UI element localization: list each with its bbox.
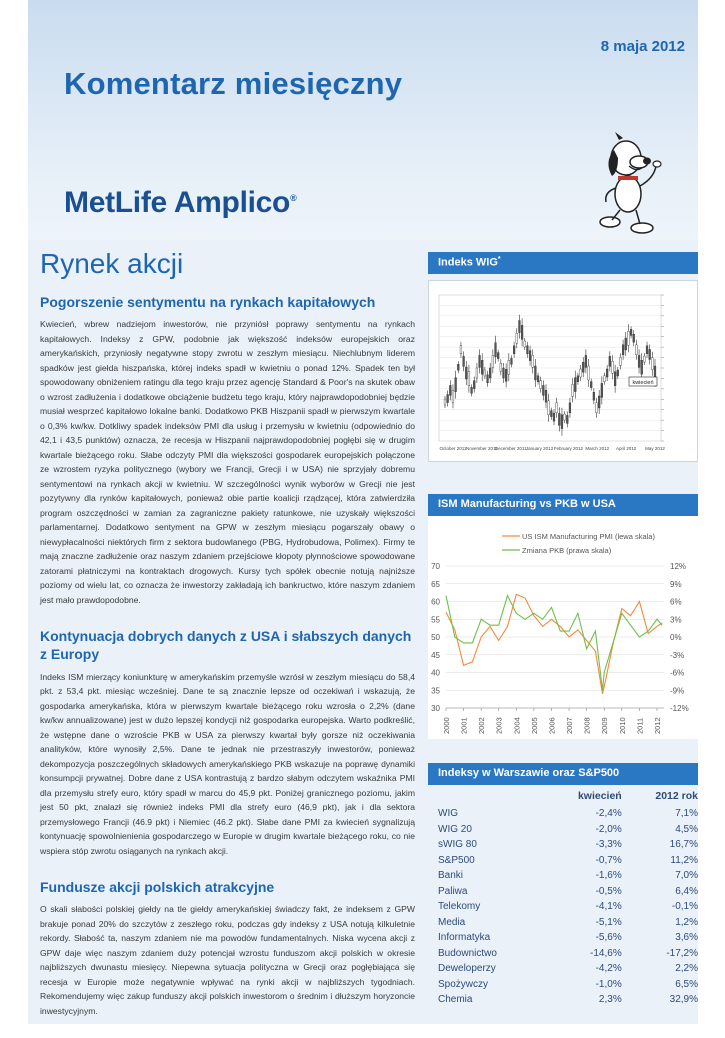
wig-candle [566,415,568,423]
wig-month-label: October 2011 [439,446,467,451]
april-return-cell: -1,0% [595,978,622,990]
index-name-cell: Informatyka [438,932,491,944]
x-tick-label: 2001 [459,717,469,734]
wig-candle [649,349,651,359]
wig-month-label: December 2011 [494,446,527,451]
wig-candle [569,403,571,413]
wig-candle [500,363,502,371]
wig-candle [553,413,555,421]
wig-candle [580,369,582,377]
wig-candle [609,356,611,366]
wig-candle [643,356,645,362]
wig-candle [532,355,534,367]
wig-candle [585,355,587,367]
wig-candle [492,355,494,367]
table-row [438,884,698,900]
ism-chart-svg [416,516,696,734]
left-tick-label: 55 [431,615,440,625]
table-row [438,961,698,977]
ytd-return-cell: 7,0% [675,870,698,882]
wig-candle [481,360,483,374]
section-title: Rynek akcji [40,248,184,279]
wig-panel-title-text: Indeks WIG [438,256,498,269]
wig-chart-svg [429,281,689,461]
index-name-cell: Paliwa [438,885,468,897]
sidebar-column [428,252,698,1008]
wig-candle [596,403,598,413]
right-tick-label: -9% [670,686,685,696]
table-header: 2012 rok [655,790,698,802]
ytd-return-cell: 1,2% [675,916,698,928]
wig-candle [521,325,523,339]
ytd-return-cell: 6,5% [675,978,698,990]
wig-candle [646,346,648,354]
right-tick-label: -12% [670,704,689,713]
wig-candle [537,376,539,382]
wig-candle [606,369,608,377]
wig-candle [593,392,595,400]
left-tick-label: 65 [431,579,440,589]
wig-candle [465,367,467,379]
x-tick-label: 2005 [529,717,539,734]
wig-callout-label: kwiecień [632,380,654,386]
legend-entry: US ISM Manufacturing PMI (lewa skala) [522,532,655,541]
index-name-cell: Media [438,916,466,928]
index-table-title: Indeksy w Warszawie oraz S&P500 [428,763,698,785]
wig-candle [527,346,529,354]
index-name-cell: Spożywczy [438,978,489,990]
wig-candle [638,355,640,367]
april-return-cell: -4,1% [595,901,622,913]
wig-candle [471,387,473,393]
wig-candle [524,341,526,347]
wig-candle [556,403,558,413]
article-heading: Pogorszenie sentymentu na rynkach kapitałowych [40,294,376,310]
ism-panel-title: ISM Manufacturing vs PKB w USA [428,494,698,516]
wig-candle [564,414,566,420]
right-tick-label: 0% [670,633,682,642]
april-return-cell: 2,3% [598,994,622,1006]
wig-candle [479,355,481,367]
wig-candle [622,345,624,355]
wig-candle [542,385,544,395]
wig-candle [577,376,579,382]
ytd-return-cell: 32,9% [669,994,698,1006]
wig-candle [620,357,622,365]
wig-candle [598,396,600,408]
ytd-return-cell: -0,1% [671,901,698,913]
wig-candle [574,378,576,392]
wig-candle [508,360,510,374]
index-table-body [438,806,698,1008]
article-heading: Fundusze akcji polskich atrakcyjne [40,879,275,896]
wig-candle [516,333,518,343]
wig-candle [529,351,531,361]
table-row [438,977,698,993]
x-tick-label: 2000 [442,717,451,734]
article-heading: Kontynuacja dobrych danych z USA i słabszych danych z Europy [40,628,412,663]
left-tick-label: 30 [431,704,440,713]
x-tick-label: 2003 [494,717,504,734]
legend-entry: Zmiana PKB (prawa skala) [522,546,612,555]
index-name-cell: S&P500 [438,854,475,866]
x-tick-label: 2011 [635,717,645,734]
x-tick-label: 2004 [512,717,522,734]
ytd-return-cell: 7,1% [675,808,698,820]
wig-candle [460,346,462,354]
wig-candle [550,411,552,417]
wig-month-label: March 2012 [585,446,610,451]
index-name-cell: Banki [438,870,464,882]
april-return-cell: -1,6% [595,870,622,882]
wig-candle [449,385,451,395]
april-return-cell: -3,3% [595,839,622,851]
brand-logo: MetLife Amplico® [64,186,297,219]
snoopy-mascot-icon [596,128,666,240]
ytd-return-cell: 2,2% [675,963,698,975]
index-name-cell: WIG 20 [438,823,472,835]
wig-candle [455,378,457,392]
wig-panel-title [428,252,698,274]
wig-candle [476,368,478,378]
wig-candle [545,390,547,402]
april-return-cell: -5,6% [595,932,622,944]
wig-candle [487,375,489,383]
wig-candle [628,331,630,345]
wig-candle [495,343,497,357]
x-tick-label: 2007 [565,717,575,734]
ism-pmi-line [446,594,662,693]
wig-candle [463,356,465,366]
table-header [438,785,543,806]
wig-candle [540,381,542,389]
table-row [438,868,698,884]
wig-candle [519,321,521,333]
right-tick-label: 3% [670,615,682,625]
wig-candle [468,372,470,386]
wig-candle [503,368,505,378]
right-tick-label: -6% [670,668,685,678]
report-date: 8 maja 2012 [600,38,685,55]
wig-candle [457,364,459,370]
table-header: kwiecień [577,790,622,802]
wig-candle [561,415,563,429]
left-tick-label: 60 [431,597,440,607]
index-table [438,785,698,1008]
wig-candle [604,376,606,382]
wig-candle [590,382,592,388]
ytd-return-cell: -17,2% [666,947,698,959]
wig-candle [630,329,632,335]
x-tick-label: 2002 [477,717,487,734]
table-row [438,899,698,915]
wig-candle [513,346,515,354]
index-name-cell: WIG [438,808,458,820]
ytd-return-cell: 11,2% [670,854,698,866]
article-body: Kwiecień, wbrew nadziejom inwestorów, nie przyniósł poprawy sentymentu na rynkach kapitałowych. Indeksy z GPW, podobnie jak większość indeksów europejskich oraz amerykańskich, przyniosły negatywne stopy zwrotu w zeszłym miesiącu. Niechlubnym liderem spadków jest giełda hiszpańska, której indeks spadł w kwietniu o ponad 12%. Spadek ten był spowodowany obniżeniem ratingu dla tego kraju przez agencję Standard & Poor's na skutek obaw o wzrost zadłużenia i dodatkowe obciążenie budżetu tego kraju, który najprawdopodobniej będzie musiał wesprzeć kapitałowo lokalne banki. Dodatkowo PKB Hiszpanii spadł w pierwszym kwartale o 0,3% kw/kw. Dotkliwy spadek indeksów PMI dla usług i przemysłu w kwietniu (odpowiednio do 42,1 i 43,5 punktów) oznacza, że recesja w Hiszpanii najprawdopodobniej pogłębi się w drugim kwartale bieżącego roku. Słabe odczyty PMI dla większości gospodarek europejskich połączone ze wzrostem ryzyka politycznego (wybory we Francji, Grecji i w USA) nie sprzyjały dobremu sentymentowi na rynkach akcji w kwietniu. W szczególności wynik wyborów w Grecji nie jest pozytywny dla rynków kapitałowych, ponieważ obie partie koalicji rządzącej, która zatwierdziła program oszczędności w zamian za zagraniczne pakiety ratunkowe, nie uzyskały większości parlamentarnej. Dodatkowo sentyment na GPW w zeszłym miesiącu pogarszały obawy o niewypłacalności niektórych firm z sektora budowlanego (PBG, Hydrobudowa, Polimex). Firmy te mają znaczne zadłużenie oraz naszym zdaniem przejściowe kłopoty płynnościowe spowodowane zatorami płatniczymi na kontraktach drogowych. Kursy tych spółek obecnie notują najniższe poziomy od wielu lat, co oznacza że inwestorzy zakładają ich bankructwo, które naszym zdaniem jest mało prawdopodobne. [40,319,415,605]
wig-month-label: April 2012 [616,446,637,451]
index-name-cell: Telekomy [438,901,481,913]
wig-candle [548,401,550,415]
wig-candle [511,358,513,364]
wig-candle [601,383,603,397]
gdp-change-line [446,596,662,691]
right-tick-label: 6% [670,597,682,607]
x-tick-label: 2012 [652,717,662,734]
table-row [438,992,698,1008]
wig-candle [452,390,454,402]
left-tick-label: 35 [431,686,440,696]
right-tick-label: -3% [670,650,685,660]
page-title: Komentarz miesięczny [64,66,403,101]
april-return-cell: -2,4% [595,808,622,820]
wig-candle [444,399,446,405]
wig-candle [505,369,507,381]
wig-candle [651,358,653,370]
ytd-return-cell: 3,6% [675,932,698,944]
wig-month-label: January 2012 [525,446,554,451]
left-tick-label: 50 [431,633,440,642]
ytd-return-cell: 16,7% [669,839,698,851]
wig-candle [534,366,536,380]
index-name-cell: sWIG 80 [438,839,477,851]
x-tick-label: 2008 [582,717,592,734]
wig-candle [614,372,616,386]
table-row [438,946,698,962]
table-row [438,806,698,822]
wig-candle [484,370,486,376]
wig-candle [447,395,449,403]
index-name-cell: Budownictwo [438,947,497,959]
article-body: O skali słabości polskiej giełdy na tle giełdy amerykańskiej świadczy fakt, że indeksem z GPW brakuje ponad 20% do szczytów z zeszłego roku, podczas gdy indeksy z USA notują kilkuletnie rekordy. Słabość ta, naszym zdaniem nie ma powodów fundamentalnych. Niska wycena akcji z GPW daje więc naszym zdaniem duży potencjał wzrostu funduszom akcji polskich w okresie najbliższych dwunastu miesięcy. Niepewna sytuacja polityczna w Grecji oraz pogłębiająca się recesja w Europie może negatywnie wpływać na rynki akcji w najbliższych tygodniach. Rekomendujemy więc zakup funduszy akcji polskich inwestorom o średnim i dłuższym horyzoncie inwestycyjnym. [40,904,415,1016]
wig-candle [641,360,643,374]
april-return-cell: -4,2% [595,963,622,975]
wig-candle [473,381,475,389]
ytd-return-cell: 4,5% [675,823,698,835]
wig-month-label: November 2011 [466,446,498,451]
april-return-cell: -0,7% [595,854,622,866]
wig-candle [582,362,584,372]
wig-candle [572,384,574,396]
index-name-cell: Deweloperzy [438,963,496,975]
wig-month-label: February 2012 [553,446,584,451]
table-row [438,822,698,838]
left-tick-label: 45 [431,650,440,660]
wig-chart [428,280,698,462]
right-tick-label: 9% [670,579,682,589]
ytd-return-cell: 6,4% [675,885,698,897]
right-tick-label: 12% [670,562,687,571]
wig-candle [635,345,637,355]
wig-candle [497,353,499,359]
brand-name: MetLife Amplico [64,186,291,219]
article-column [40,248,415,1038]
x-tick-label: 2010 [617,717,627,734]
wig-candle [625,338,627,350]
wig-candle [612,361,614,373]
wig-candle [633,334,635,342]
ism-chart [428,516,698,739]
x-tick-label: 2009 [600,717,610,734]
wig-candle [588,366,590,380]
april-return-cell: -0,5% [595,885,622,897]
article-body: Indeks ISM mierzący koniunkturę w amerykańskim przemyśle wzrósł w zeszłym miesiącu do 58,4 pkt. z 53,4 pkt. miesiąc wcześniej. Dane te są znacznie lepsze od oczekiwań i wskazują, że gospodarka amerykańska, która w pierwszym kwartale bieżącego roku wzrosła o 2,2% (dane kw/kw annualizowane) jest w dużo lepszej kondycji niż gospodarka europejska. Warto podkreślić, że wstępne dane o wzroście PKB w USA za pierwszy kwartał były gorsze niż oczekiwania analityków, które wynosiły 2,5%. Dane te jednak nie przestraszyły inwestorów, ponieważ dekompozycja poszczególnych składowych amerykańskiego PKB wskazuje na poprawę dynamiki konsumpcji prywatnej. Dobre dane z USA kontrastują z bardzo słabym odczytem wskaźnika PMI dla przemysłu strefy euro, który spadł w marcu do 45,9 pkt. Poniżej granicznego poziomu, jakim jest 50 pkt, znalazł się również indeks PMI dla strefy euro (46,9 pkt), jak i dla sektora przemysłowego Francji (46.9 pkt) i Niemiec (46.2 pkt). Słabe dane PMI za kwiecień sygnalizują kontynuację spowolnienienia gospodarczego w Europie w drugim kwartale bieżącego roku, co nie wspiera stóp zwrotu osiąganych na rynkach akcji. [40,671,415,856]
left-tick-label: 70 [431,562,440,571]
wig-panel-marker: * [497,256,501,263]
wig-candle [617,370,619,376]
wig-candle [489,368,491,378]
wig-month-label: May 2012 [645,446,665,451]
table-row [438,930,698,946]
table-row [438,853,698,869]
left-tick-label: 40 [431,668,440,678]
table-row [438,915,698,931]
april-return-cell: -14,6% [590,947,622,959]
april-return-cell: -2,0% [595,823,622,835]
april-return-cell: -5,1% [595,916,622,928]
index-name-cell: Chemia [438,994,473,1006]
wig-candle [558,413,560,425]
table-row [438,837,698,853]
x-tick-label: 2006 [547,717,557,734]
